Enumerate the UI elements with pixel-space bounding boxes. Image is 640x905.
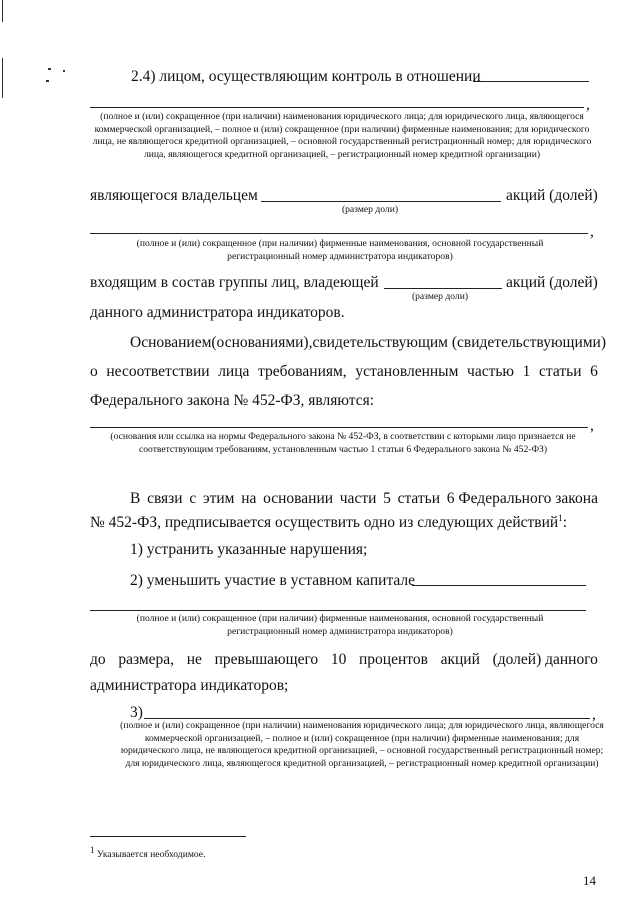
word: этим: [202, 490, 235, 507]
owner-label: являющегося владельцем: [90, 187, 258, 204]
word: превышающего: [214, 651, 319, 668]
word: статьи: [397, 490, 441, 507]
action-2-cont-line2: администратора индикаторов;: [90, 677, 289, 694]
word: основании: [263, 490, 334, 507]
scan-dot: [46, 80, 49, 82]
word: частью: [467, 363, 515, 380]
scan-edge-mark: [2, 0, 3, 22]
word: 6 Федерального закона: [446, 490, 598, 507]
action-2-cont-line1: [90, 650, 598, 670]
word: части: [339, 490, 377, 507]
caption-grounds: (основания или ссылка на нормы Федерального закона № 452-ФЗ, в соответствии с которыми лицо признается не соответствующим требованиям, установленным частью 1 статьи 6 Федерального закона № 452-ФЗ): [110, 431, 576, 455]
caption-legal-entity-name: (полное и (или) сокращенное (при наличии) наименования юридического лица; для юридического лица, являющегося коммерческой организацией, – полное и (или) сокращенное (при наличии) фирменные наименования; для юридического лица, не являющегося кредитной организацией, – основной государственный регистрационный номер; для юридического лица, являющегося кредитной организацией, – регистрационный номер кредитной организации): [120, 720, 604, 769]
group-label: входящим в состав группы лиц, владеющей: [90, 274, 379, 291]
action-3-label: 3): [130, 704, 143, 721]
word: на: [241, 490, 257, 507]
colon: :: [562, 514, 567, 531]
footnote-mark: 1: [90, 844, 95, 855]
grounds-line1: [130, 333, 607, 353]
word: (основаниями),: [211, 334, 313, 351]
word: 1: [522, 363, 531, 380]
word: до: [90, 651, 106, 668]
caption-share-size: (размер доли): [411, 291, 469, 302]
word: несоответствии: [106, 363, 210, 380]
share-size-line: [384, 288, 502, 289]
word: статьи: [539, 363, 582, 380]
word: свидетельствующим (свидетельствующими): [312, 334, 607, 351]
comma: ,: [592, 706, 596, 723]
word: 6: [590, 363, 598, 380]
word: размера,: [118, 651, 175, 668]
word: установленным: [355, 363, 459, 380]
word: требованиям,: [258, 363, 347, 380]
footnote-text: [90, 844, 206, 861]
comma: ,: [590, 417, 594, 434]
comma: ,: [586, 96, 590, 113]
caption-share-size: (размер доли): [341, 204, 399, 215]
fill-line: [90, 610, 586, 611]
connection-text: № 452-ФЗ, предписывается осуществить одно из следующих действий: [90, 514, 559, 531]
fill-line: [412, 585, 586, 586]
share-size-line: [261, 201, 501, 202]
caption-legal-entity-name: (полное и (или) сокращенное (при наличии) наименования юридического лица; для юридического лица, являющегося коммерческой организацией, – полное и (или) сокращенное (при наличии) фирменные наименования; для юридического лица, не являющегося кредитной организацией, – основной государственный регистрационный номер; для юридического лица, являющегося кредитной организацией, – регистрационный номер кредитной организации): [92, 111, 592, 160]
word: не: [186, 651, 202, 668]
scan-dot: [63, 70, 65, 72]
footnote-body: Указывается необходимое.: [94, 849, 206, 860]
scan-edge-mark: [2, 58, 3, 98]
caption-firm-names: (полное и (или) сокращенное (при наличии) фирменные наименования, основной государственный регистрационный номер администратора индикаторов): [136, 613, 544, 637]
fill-line: [90, 427, 588, 428]
fill-line: [144, 718, 590, 719]
grounds-line2: [90, 362, 598, 382]
word: связи: [147, 490, 183, 507]
fill-line: [90, 233, 588, 234]
word: акций: [440, 651, 480, 668]
word: о: [90, 363, 98, 380]
connection-line2: [90, 513, 567, 533]
group-suffix: акций (долей): [506, 274, 598, 291]
word: 5: [383, 490, 391, 507]
word: В: [130, 490, 141, 507]
action-1: 1) устранить указанные нарушения;: [130, 541, 368, 558]
caption-firm-names: (полное и (или) сокращенное (при наличии) фирменные наименования, основной государственный регистрационный номер администратора индикаторов): [136, 238, 544, 262]
word: Основанием: [130, 334, 212, 351]
fill-line: [473, 81, 589, 82]
word: процентов: [359, 651, 428, 668]
connection-line1: [130, 489, 598, 509]
word: лица: [218, 363, 250, 380]
fill-line: [90, 107, 584, 108]
word: с: [189, 490, 197, 507]
comma: ,: [590, 223, 594, 240]
scan-dot: [48, 68, 51, 70]
item-2-4-text: 2.4) лицом, осуществляющим контроль в отношении: [131, 68, 481, 85]
word: (долей) данного: [492, 651, 598, 668]
owner-suffix: акций (долей): [506, 187, 598, 204]
grounds-line3: Федерального закона № 452-ФЗ, являются:: [90, 392, 375, 409]
footnote-ref: 1: [558, 512, 563, 523]
word: 10: [330, 651, 347, 668]
action-2-label: 2) уменьшить участие в уставном капитале: [130, 572, 416, 589]
page-number: 14: [583, 873, 596, 888]
footnote-separator: [90, 836, 246, 837]
group-line2: данного администратора индикаторов.: [90, 304, 345, 321]
